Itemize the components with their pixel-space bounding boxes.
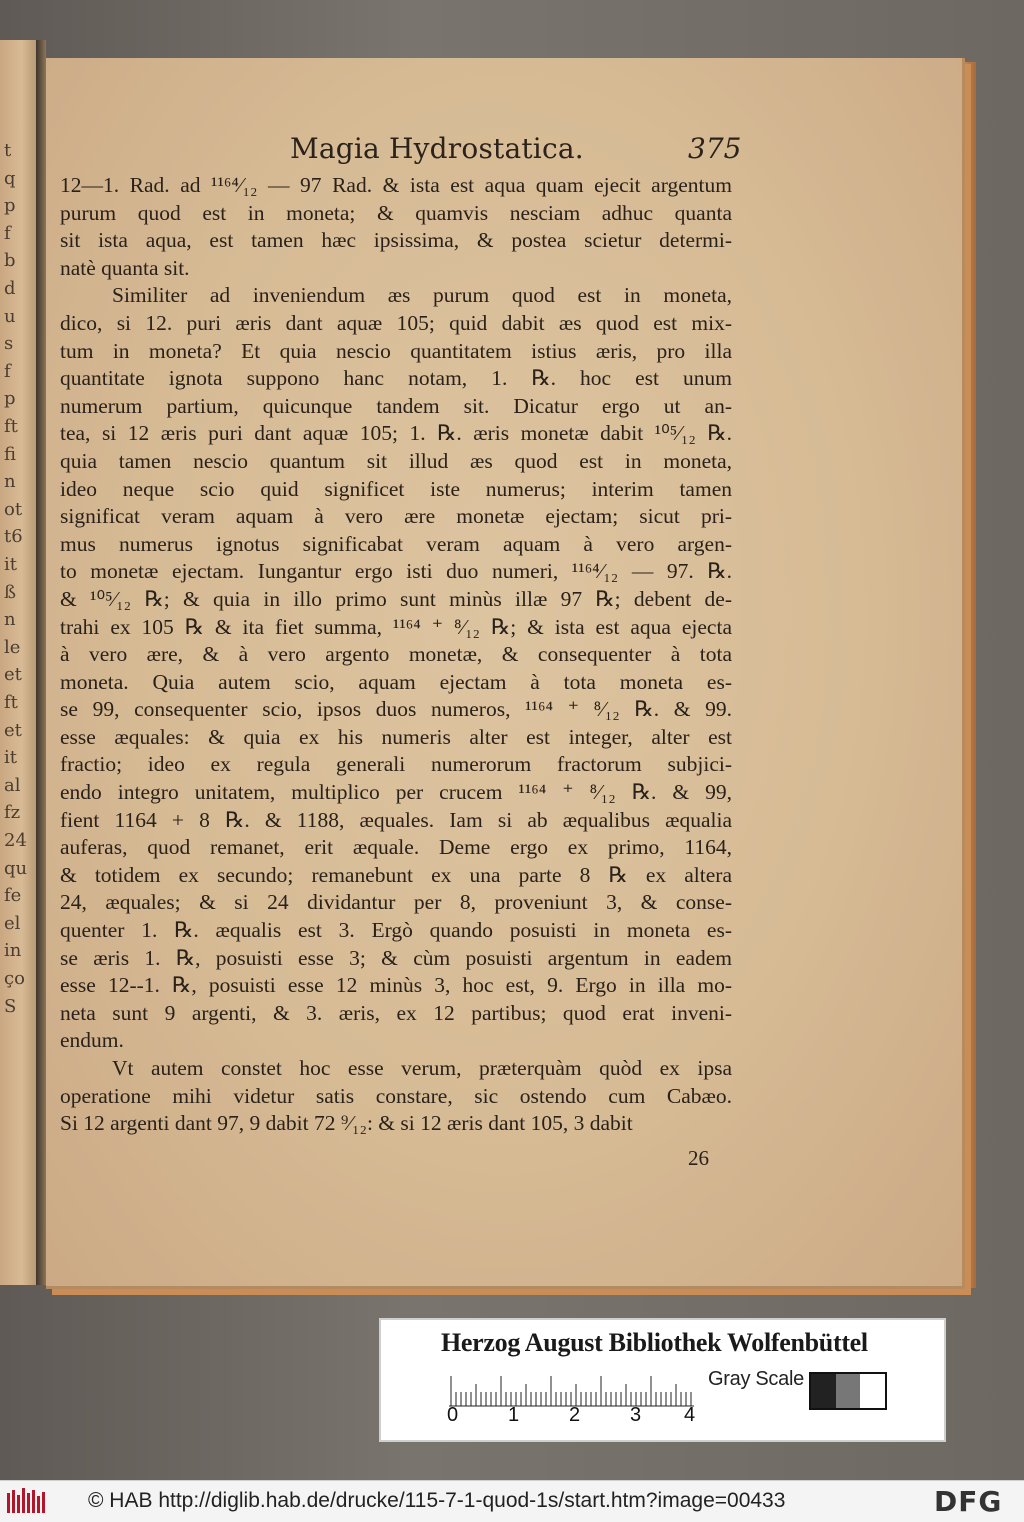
- ruler-label: 2: [569, 1404, 581, 1426]
- grayscale-label: Gray Scale: [708, 1368, 804, 1390]
- left-page-fragment: p: [4, 195, 16, 217]
- text-line: se æris 1. ℞, posuisti esse 3; & cùm posuisti argentum in eadem: [60, 945, 732, 970]
- swatch-white: [860, 1374, 885, 1408]
- ruler-label: 3: [630, 1404, 642, 1426]
- left-page-fragment: S: [4, 995, 17, 1017]
- left-page-fragment: al: [4, 774, 21, 796]
- text-line: endum.: [60, 1028, 124, 1053]
- left-page-fragment: et: [4, 664, 22, 686]
- text-line: se 99, consequenter scio, ipsos duos numeros, ¹¹⁶⁴ ⁺ ⁸⁄₁₂ ℞. & 99.: [60, 697, 732, 722]
- text-line: trahi ex 105 ℞ & ita fiet summa, ¹¹⁶⁴ ⁺ ⁸⁄₁₂ ℞; & ista est aqua ejecta: [60, 614, 732, 639]
- left-page-fragment: ft: [4, 416, 18, 437]
- left-page-fragment: fi: [4, 443, 17, 465]
- hab-logo-icon: [6, 1487, 46, 1515]
- ruler-scale: [449, 1370, 694, 1408]
- left-page-fragment: t: [4, 140, 12, 161]
- left-page-fragment: ço: [4, 968, 25, 989]
- text-line: tum in moneta? Et quia nescio quantitatem istius æris, pro illa: [60, 338, 732, 363]
- left-page-fragment: 24: [4, 830, 27, 851]
- text-line: 12—1. Rad. ad ¹¹⁶⁴⁄₁₂ — 97 Rad. & ista est aqua quam ejecit argentum: [60, 173, 732, 197]
- left-page-fragment: f: [4, 222, 11, 244]
- left-page-fragment: el: [4, 912, 21, 934]
- left-page-fragment: fe: [4, 885, 22, 907]
- ruler-label: 4: [684, 1404, 696, 1426]
- text-line: Si 12 argenti dant 97, 9 dabit 72 ⁹⁄₁₂: & si 12 æris dant 105, 3 dabit: [60, 1111, 633, 1136]
- text-line: to monetæ ejectam. Iungantur ergo isti duo numeri, ¹¹⁶⁴⁄₁₂ — 97. ℞.: [60, 559, 732, 584]
- left-page-fragment: in: [4, 940, 22, 962]
- swatch-black: [811, 1374, 836, 1408]
- page-number: 375: [688, 132, 742, 165]
- text-line: auferas, quod remanet, erit æquale. Deme ergo ex primo, 1164,: [60, 835, 732, 860]
- left-page-fragment: it: [4, 554, 17, 575]
- text-line: esse æquales: & quia ex his numeris alter est integer, alter est: [60, 724, 732, 749]
- left-page-fragment: d: [4, 278, 16, 299]
- left-page-fragment: b: [4, 250, 16, 272]
- left-page-fragment: ft: [4, 692, 18, 713]
- text-line: fractio; ideo ex regula generali numerorum fractorum subjici-: [60, 752, 732, 777]
- left-page-fragment: s: [4, 333, 14, 355]
- left-page-fragment: u: [4, 305, 16, 327]
- text-line: endo integro unitatem, multiplico per crucem ¹¹⁶⁴ ⁺ ⁸⁄₁₂ ℞. & 99,: [60, 780, 732, 805]
- text-line: fient 1164 + 8 ℞. & 1188, æquales. Iam si ab æqualibus æqualia: [60, 807, 732, 832]
- left-page-fragment: q: [4, 167, 16, 189]
- text-line: & totidem ex secundo; remanebunt ex una parte 8 ℞ ex altera: [60, 862, 732, 887]
- left-page-fragment: it: [4, 747, 17, 769]
- text-line: purum quod est in moneta; & quamvis nesciam adhuc quanta: [60, 200, 732, 225]
- catchword: 26: [688, 1146, 709, 1170]
- text-line: tea, si 12 æris puri dant aquæ 105; 1. ℞. æris monetæ dabit ¹⁰⁵⁄₁₂ ℞.: [60, 421, 732, 446]
- text-line: quantitate ignota suppono hanc notam, 1. ℞. hoc est unum: [60, 366, 732, 391]
- left-page-fragment: ot: [4, 498, 23, 520]
- text-line: à vero ære, & à vero argento monetæ, & consequenter à tota: [60, 642, 732, 667]
- left-page-fragment: fz: [4, 802, 21, 824]
- text-line: moneta. Quia autem scio, aquam ejectam à tota moneta es-: [60, 669, 732, 694]
- left-page-fragment: qu: [4, 857, 28, 879]
- text-line: quia tamen nescio quantum sit illud æs quod est in moneta,: [60, 448, 732, 473]
- text-line: natè quanta sit.: [60, 255, 190, 280]
- text-line: dico, si 12. puri æris dant aquæ 105; quid dabit æs quod est mix-: [60, 310, 732, 335]
- text-line: ideo neque scio quid significet iste numerus; interim tamen: [60, 476, 732, 501]
- left-page-fragment: le: [4, 636, 21, 658]
- page-text: [60, 172, 732, 1138]
- left-page-fragment: n: [4, 471, 16, 493]
- text-line: mus numerus ignotus significabat veram aquam à vero argen-: [60, 531, 732, 556]
- left-page-fragment: f: [4, 360, 11, 382]
- text-line: neta sunt 9 argenti, & 3. æris, ex 12 partibus; quod erat inveni-: [60, 1000, 732, 1025]
- left-page-edge: [0, 40, 37, 1285]
- left-page-fragment: et: [4, 719, 22, 741]
- running-head: Magia Hydrostatica.: [290, 132, 584, 165]
- text-line: quenter 1. ℞. æqualis est 3. Ergò quando posuisti in moneta es-: [60, 918, 732, 943]
- dfg-logo: DFG: [934, 1485, 1003, 1518]
- left-page-fragment: t6: [4, 526, 23, 548]
- ruler-label: 1: [508, 1404, 520, 1426]
- text-line: & ¹⁰⁵⁄₁₂ ℞; & quia in illo primo sunt minùs illæ 97 ℞; debent de-: [60, 586, 732, 611]
- color-target-card: [379, 1318, 946, 1442]
- left-page-fragment: n: [4, 609, 16, 631]
- book-gutter: [36, 40, 46, 1285]
- library-name: Herzog August Bibliothek Wolfenbüttel: [441, 1328, 868, 1357]
- text-line: 24, æquales; & si 24 dividantur per 8, proveniunt 3, & conse-: [60, 890, 732, 915]
- grayscale-swatch: [809, 1372, 887, 1410]
- footer-bar: [0, 1480, 1024, 1522]
- text-line: operatione mihi videtur satis constare, sic ostendo cum Cabæo.: [60, 1083, 732, 1108]
- swatch-gray: [836, 1374, 861, 1408]
- text-line: sit ista aqua, est tamen hæc ipsissima, & postea scietur determi-: [60, 228, 732, 253]
- ruler-label: 0: [447, 1404, 459, 1426]
- text-line: esse 12--1. ℞, posuisti esse 12 minùs 3, hoc est, 9. Ergo in illa mo-: [60, 973, 732, 998]
- left-page-fragment: ß: [4, 581, 17, 603]
- copyright-url[interactable]: © HAB http://diglib.hab.de/drucke/115-7-1-quod-1s/start.htm?image=00433: [88, 1489, 786, 1512]
- left-page-fragment: p: [4, 388, 16, 410]
- text-line: numerum partium, quicunque tandem sit. Dicatur ergo ut an-: [60, 393, 732, 418]
- text-line: Similiter ad inveniendum æs purum quod est in moneta,: [112, 283, 732, 308]
- text-line: significat veram aquam à vero ære monetæ ejectam; sicut pri-: [60, 504, 732, 529]
- text-line: Vt autem constet hoc esse verum, præterquàm quòd ex ipsa: [112, 1056, 732, 1080]
